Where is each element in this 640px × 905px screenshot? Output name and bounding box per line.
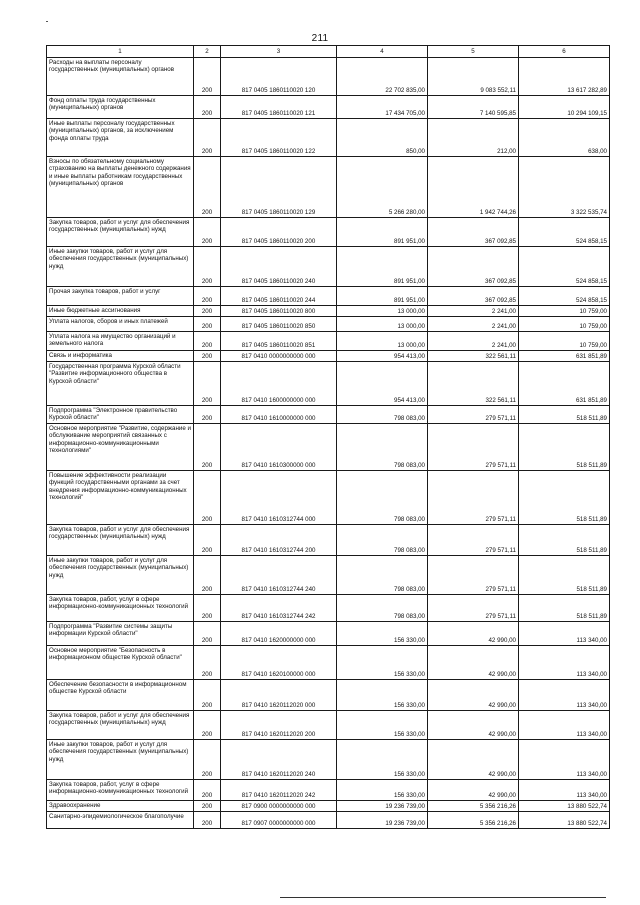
row-name-cell: Взносы по обязательному социальному страхованию на выплаты денежного содержания и иные выплаты работникам государственных (муниципальных) органов — [47, 157, 194, 218]
executed-amount-cell: 212,00 — [428, 119, 519, 157]
approved-amount-cell: 22 702 835,00 — [337, 58, 428, 96]
row-name-cell: Обеспечение безопасности в информационном обществе Курской области — [47, 680, 194, 711]
row-kbk-cell: 817 0410 1610000000 000 — [221, 406, 337, 424]
executed-amount-cell: 2 241,00 — [428, 306, 519, 317]
executed-amount-cell: 9 083 552,11 — [428, 58, 519, 96]
row-code-cell: 200 — [194, 157, 221, 218]
remaining-amount-cell: 10 759,00 — [519, 317, 610, 332]
table-row — [47, 680, 610, 711]
row-name-cell: Основное мероприятие "Развитие, содержание и обслуживание мероприятий связанных с информационно-коммуникационными технологиями" — [47, 424, 194, 471]
remaining-amount-cell: 524 858,15 — [519, 287, 610, 306]
remaining-amount-cell: 13 617 282,89 — [519, 58, 610, 96]
executed-amount-cell: 1 942 744,26 — [428, 157, 519, 218]
approved-amount-cell: 891 951,00 — [337, 218, 428, 247]
corner-mark — [46, 21, 48, 22]
table-row — [47, 740, 610, 780]
remaining-amount-cell: 113 340,00 — [519, 711, 610, 740]
row-code-cell: 200 — [194, 58, 221, 96]
remaining-amount-cell: 518 511,89 — [519, 406, 610, 424]
table-row — [47, 362, 610, 406]
executed-amount-cell: 2 241,00 — [428, 317, 519, 332]
header-cell: 4 — [337, 46, 428, 58]
row-name-cell: Закупка товаров, работ, услуг в сфере информационно-коммуникационных технологий — [47, 780, 194, 801]
approved-amount-cell: 156 330,00 — [337, 646, 428, 680]
row-name-cell: Подпрограмма "Развитие системы защиты информации Курской области" — [47, 622, 194, 646]
table-row — [47, 812, 610, 829]
remaining-amount-cell: 10 759,00 — [519, 306, 610, 317]
table-row — [47, 317, 610, 332]
remaining-amount-cell: 10 759,00 — [519, 332, 610, 351]
approved-amount-cell: 798 083,00 — [337, 406, 428, 424]
approved-amount-cell: 798 083,00 — [337, 556, 428, 595]
executed-amount-cell: 42 990,00 — [428, 740, 519, 780]
table-row — [47, 801, 610, 812]
row-kbk-cell: 817 0405 1860110020 121 — [221, 96, 337, 119]
row-code-cell: 200 — [194, 740, 221, 780]
remaining-amount-cell: 631 851,89 — [519, 362, 610, 406]
executed-amount-cell: 5 356 216,26 — [428, 801, 519, 812]
table-row — [47, 58, 610, 96]
executed-amount-cell: 5 356 216,26 — [428, 812, 519, 829]
row-code-cell: 200 — [194, 595, 221, 622]
executed-amount-cell: 279 571,11 — [428, 471, 519, 525]
table-row — [47, 247, 610, 287]
row-code-cell: 200 — [194, 218, 221, 247]
executed-amount-cell: 42 990,00 — [428, 622, 519, 646]
row-code-cell: 200 — [194, 247, 221, 287]
approved-amount-cell: 954 413,00 — [337, 362, 428, 406]
row-name-cell: Государственная программа Курской области "Развитие информационного общества в Курской области" — [47, 362, 194, 406]
row-code-cell: 200 — [194, 287, 221, 306]
table-row — [47, 622, 610, 646]
row-name-cell: Подпрограмма "Электронное правительство Курской области" — [47, 406, 194, 424]
row-kbk-cell: 817 0907 0000000000 000 — [221, 812, 337, 829]
row-name-cell: Повышение эффективности реализации функций государственными органами за счет внедрения информационно-коммуникационных технологий" — [47, 471, 194, 525]
executed-amount-cell: 322 561,11 — [428, 362, 519, 406]
row-code-cell: 200 — [194, 622, 221, 646]
executed-amount-cell: 42 990,00 — [428, 780, 519, 801]
executed-amount-cell: 279 571,11 — [428, 525, 519, 556]
row-code-cell: 200 — [194, 711, 221, 740]
table-row — [47, 351, 610, 362]
row-name-cell: Здравоохранение — [47, 801, 194, 812]
row-code-cell: 200 — [194, 780, 221, 801]
approved-amount-cell: 891 951,00 — [337, 247, 428, 287]
row-kbk-cell: 817 0405 1860110020 244 — [221, 287, 337, 306]
table-row — [47, 157, 610, 218]
row-kbk-cell: 817 0900 0000000000 000 — [221, 801, 337, 812]
row-kbk-cell: 817 0410 0000000000 000 — [221, 351, 337, 362]
executed-amount-cell: 279 571,11 — [428, 424, 519, 471]
executed-amount-cell: 279 571,11 — [428, 406, 519, 424]
row-kbk-cell: 817 0405 1860110020 122 — [221, 119, 337, 157]
remaining-amount-cell: 638,00 — [519, 119, 610, 157]
table-row — [47, 595, 610, 622]
row-kbk-cell: 817 0405 1860110020 129 — [221, 157, 337, 218]
remaining-amount-cell: 518 511,89 — [519, 556, 610, 595]
row-name-cell: Иные выплаты персоналу государственных (муниципальных) органов, за исключением фонда оплаты труда — [47, 119, 194, 157]
approved-amount-cell: 156 330,00 — [337, 711, 428, 740]
row-name-cell: Фонд оплаты труда государственных (муниципальных) органов — [47, 96, 194, 119]
row-code-cell: 200 — [194, 406, 221, 424]
row-name-cell: Иные бюджетные ассигнования — [47, 306, 194, 317]
table-row — [47, 711, 610, 740]
approved-amount-cell: 798 083,00 — [337, 471, 428, 525]
approved-amount-cell: 13 000,00 — [337, 306, 428, 317]
executed-amount-cell: 42 990,00 — [428, 646, 519, 680]
executed-amount-cell: 367 092,85 — [428, 287, 519, 306]
row-kbk-cell: 817 0410 1610312744 200 — [221, 525, 337, 556]
row-name-cell: Санитарно-эпидемиологическое благополучие — [47, 812, 194, 829]
table-header-row — [47, 46, 610, 58]
remaining-amount-cell: 113 340,00 — [519, 780, 610, 801]
approved-amount-cell: 156 330,00 — [337, 780, 428, 801]
executed-amount-cell: 42 990,00 — [428, 680, 519, 711]
approved-amount-cell: 13 000,00 — [337, 317, 428, 332]
approved-amount-cell: 891 951,00 — [337, 287, 428, 306]
header-cell: 1 — [47, 46, 194, 58]
row-code-cell: 200 — [194, 525, 221, 556]
row-code-cell: 200 — [194, 306, 221, 317]
remaining-amount-cell: 10 294 109,15 — [519, 96, 610, 119]
row-kbk-cell: 817 0405 1860110020 120 — [221, 58, 337, 96]
remaining-amount-cell: 631 851,89 — [519, 351, 610, 362]
row-code-cell: 200 — [194, 812, 221, 829]
table-row — [47, 406, 610, 424]
table-row — [47, 646, 610, 680]
executed-amount-cell: 322 561,11 — [428, 351, 519, 362]
row-code-cell: 200 — [194, 332, 221, 351]
header-cell: 5 — [428, 46, 519, 58]
row-kbk-cell: 817 0410 1620112020 200 — [221, 711, 337, 740]
remaining-amount-cell: 113 340,00 — [519, 680, 610, 711]
approved-amount-cell: 19 236 739,00 — [337, 801, 428, 812]
approved-amount-cell: 156 330,00 — [337, 740, 428, 780]
table-row — [47, 306, 610, 317]
table-row — [47, 424, 610, 471]
row-code-cell: 200 — [194, 351, 221, 362]
remaining-amount-cell: 3 322 535,74 — [519, 157, 610, 218]
executed-amount-cell: 2 241,00 — [428, 332, 519, 351]
table-row — [47, 287, 610, 306]
row-code-cell: 200 — [194, 362, 221, 406]
remaining-amount-cell: 524 858,15 — [519, 247, 610, 287]
approved-amount-cell: 798 083,00 — [337, 525, 428, 556]
row-kbk-cell: 817 0410 1620000000 000 — [221, 622, 337, 646]
row-name-cell: Иные закупки товаров, работ и услуг для обеспечения государственных (муниципальных) нужд — [47, 247, 194, 287]
executed-amount-cell: 7 140 595,85 — [428, 96, 519, 119]
approved-amount-cell: 13 000,00 — [337, 332, 428, 351]
approved-amount-cell: 17 434 705,00 — [337, 96, 428, 119]
row-kbk-cell: 817 0405 1860110020 850 — [221, 317, 337, 332]
row-kbk-cell: 817 0410 1620112020 000 — [221, 680, 337, 711]
remaining-amount-cell: 113 340,00 — [519, 646, 610, 680]
table-row — [47, 96, 610, 119]
row-name-cell: Закупка товаров, работ и услуг для обеспечения государственных (муниципальных) нужд — [47, 218, 194, 247]
remaining-amount-cell: 113 340,00 — [519, 740, 610, 780]
table-row — [47, 556, 610, 595]
row-name-cell: Прочая закупка товаров, работ и услуг — [47, 287, 194, 306]
row-name-cell: Расходы на выплаты персоналу государственных (муниципальных) органов — [47, 58, 194, 96]
table-row — [47, 525, 610, 556]
approved-amount-cell: 156 330,00 — [337, 680, 428, 711]
approved-amount-cell: 798 083,00 — [337, 424, 428, 471]
table-row — [47, 332, 610, 351]
row-kbk-cell: 817 0410 1610312744 000 — [221, 471, 337, 525]
row-code-cell: 200 — [194, 317, 221, 332]
row-kbk-cell: 817 0405 1860110020 240 — [221, 247, 337, 287]
row-name-cell: Уплата налога на имущество организаций и земельного налога — [47, 332, 194, 351]
approved-amount-cell: 798 083,00 — [337, 595, 428, 622]
approved-amount-cell: 850,00 — [337, 119, 428, 157]
row-code-cell: 200 — [194, 424, 221, 471]
remaining-amount-cell: 13 880 522,74 — [519, 812, 610, 829]
row-code-cell: 200 — [194, 471, 221, 525]
row-name-cell: Связь и информатика — [47, 351, 194, 362]
page-number: 211 — [311, 33, 329, 44]
remaining-amount-cell: 524 858,15 — [519, 218, 610, 247]
row-kbk-cell: 817 0405 1860110020 800 — [221, 306, 337, 317]
remaining-amount-cell: 518 511,89 — [519, 525, 610, 556]
remaining-amount-cell: 13 880 522,74 — [519, 801, 610, 812]
row-kbk-cell: 817 0405 1860110020 851 — [221, 332, 337, 351]
row-kbk-cell: 817 0410 1620112020 242 — [221, 780, 337, 801]
remaining-amount-cell: 518 511,89 — [519, 471, 610, 525]
header-cell: 3 — [221, 46, 337, 58]
row-code-cell: 200 — [194, 646, 221, 680]
row-code-cell: 200 — [194, 96, 221, 119]
executed-amount-cell: 279 571,11 — [428, 595, 519, 622]
table-row — [47, 471, 610, 525]
table-row — [47, 780, 610, 801]
row-kbk-cell: 817 0410 1620112020 240 — [221, 740, 337, 780]
row-code-cell: 200 — [194, 801, 221, 812]
executed-amount-cell: 367 092,85 — [428, 218, 519, 247]
budget-table — [46, 45, 610, 829]
row-code-cell: 200 — [194, 680, 221, 711]
approved-amount-cell: 156 330,00 — [337, 622, 428, 646]
executed-amount-cell: 279 571,11 — [428, 556, 519, 595]
header-cell: 6 — [519, 46, 610, 58]
table-row — [47, 119, 610, 157]
remaining-amount-cell: 113 340,00 — [519, 622, 610, 646]
row-name-cell: Иные закупки товаров, работ и услуг для обеспечения государственных (муниципальных) нужд — [47, 740, 194, 780]
approved-amount-cell: 5 266 280,00 — [337, 157, 428, 218]
footer-rule — [280, 897, 606, 898]
row-kbk-cell: 817 0410 1620100000 000 — [221, 646, 337, 680]
row-name-cell: Уплата налогов, сборов и иных платежей — [47, 317, 194, 332]
row-kbk-cell: 817 0410 1600000000 000 — [221, 362, 337, 406]
row-name-cell: Иные закупки товаров, работ и услуг для обеспечения государственных (муниципальных) нужд — [47, 556, 194, 595]
row-name-cell: Закупка товаров, работ и услуг для обеспечения государственных (муниципальных) нужд — [47, 711, 194, 740]
row-code-cell: 200 — [194, 119, 221, 157]
remaining-amount-cell: 518 511,89 — [519, 595, 610, 622]
row-code-cell: 200 — [194, 556, 221, 595]
executed-amount-cell: 367 092,85 — [428, 247, 519, 287]
row-kbk-cell: 817 0405 1860110020 200 — [221, 218, 337, 247]
row-name-cell: Закупка товаров, работ и услуг для обеспечения государственных (муниципальных) нужд — [47, 525, 194, 556]
row-name-cell: Основное мероприятие "Безопасность в информационном обществе Курской области" — [47, 646, 194, 680]
remaining-amount-cell: 518 511,89 — [519, 424, 610, 471]
row-name-cell: Закупка товаров, работ, услуг в сфере информационно-коммуникационных технологий — [47, 595, 194, 622]
row-kbk-cell: 817 0410 1610312744 242 — [221, 595, 337, 622]
approved-amount-cell: 19 236 739,00 — [337, 812, 428, 829]
executed-amount-cell: 42 990,00 — [428, 711, 519, 740]
header-cell: 2 — [194, 46, 221, 58]
approved-amount-cell: 954 413,00 — [337, 351, 428, 362]
row-kbk-cell: 817 0410 1610300000 000 — [221, 424, 337, 471]
row-kbk-cell: 817 0410 1610312744 240 — [221, 556, 337, 595]
table-row — [47, 218, 610, 247]
